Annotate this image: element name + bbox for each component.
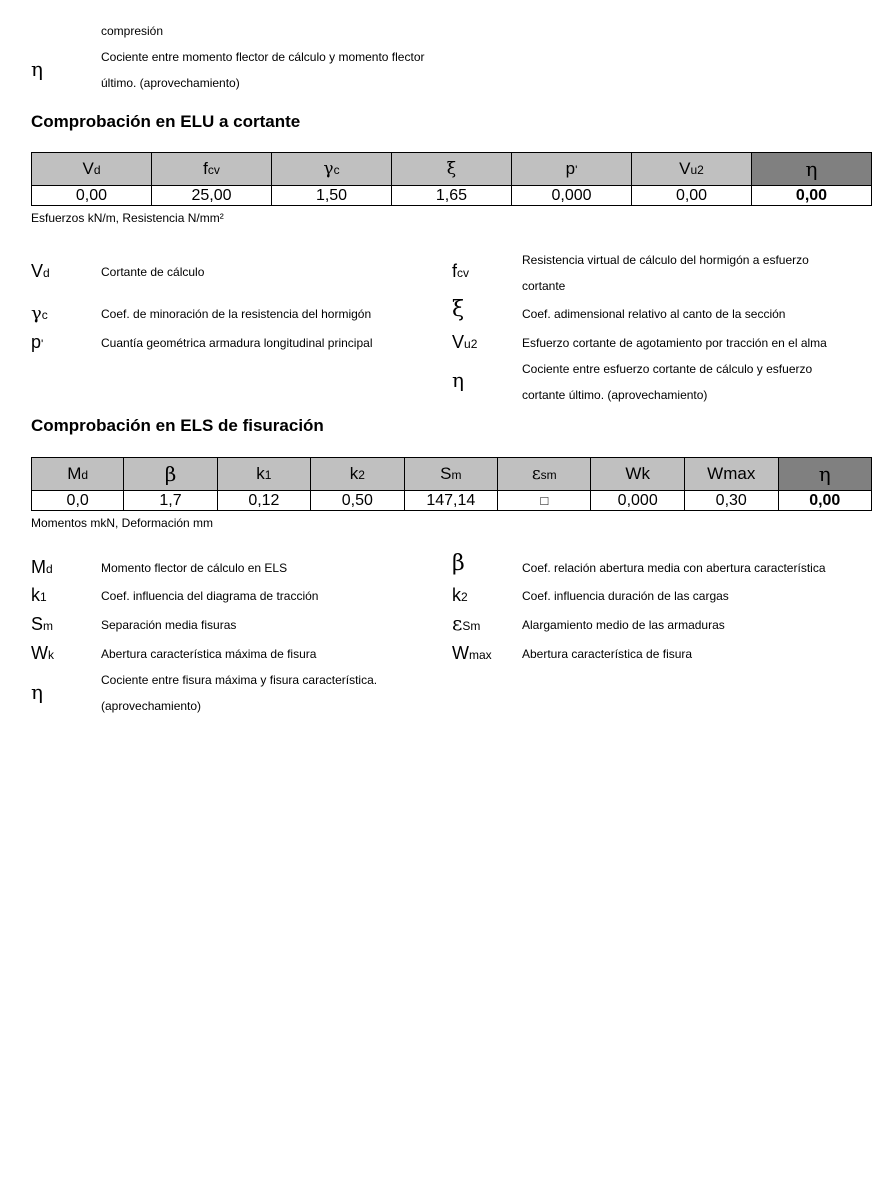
elu-legend-p-symbol: p'	[31, 332, 44, 352]
els-legend-wk-desc: Abertura característica máxima de fisura	[101, 647, 317, 661]
els-title: Comprobación en ELS de fisuración	[31, 416, 324, 435]
els-header-wmax: Wmax	[684, 458, 778, 491]
elu-header-row	[32, 153, 872, 186]
els-table	[31, 457, 872, 511]
elu-legend-vu2-desc: Esfuerzo cortante de agotamiento por tracción en el alma	[522, 336, 827, 350]
els-header-md: Md	[32, 458, 124, 491]
elu-legend-vu2-symbol: Vu2	[452, 332, 478, 352]
els-value-esm: □	[498, 491, 591, 511]
elu-legend-fcv-desc-1: Resistencia virtual de cálculo del hormigón a esfuerzo	[522, 253, 809, 267]
els-value-wmax: 0,30	[684, 491, 778, 511]
elu-legend-eta-desc-1: Cociente entre esfuerzo cortante de cálculo y esfuerzo	[522, 362, 813, 376]
elu-legend-xi-desc: Coef. adimensional relativo al canto de la sección	[522, 307, 786, 321]
elu-value-p: 0,000	[511, 186, 631, 206]
els-value-beta: 1,7	[124, 491, 217, 511]
els-legend-k1-symbol: k1	[31, 585, 47, 605]
prev-eta-desc-2: último. (aprovechamiento)	[101, 76, 240, 90]
els-value-wk: 0,000	[591, 491, 685, 511]
els-legend-eta-symbol: η	[31, 680, 43, 704]
elu-legend-eta-desc-2: cortante último. (aprovechamiento)	[522, 388, 708, 402]
els-header-row	[32, 458, 872, 491]
elu-header-vu2: Vu2	[632, 153, 752, 186]
elu-value-xi: 1,65	[392, 186, 512, 206]
elu-value-vd: 0,00	[32, 186, 152, 206]
prev-line-compresion: compresión	[101, 24, 164, 38]
els-legend-eta-desc-1: Cociente entre fisura máxima y fisura característica.	[101, 673, 378, 687]
els-value-eta: 0,00	[778, 491, 871, 511]
elu-table	[31, 152, 872, 206]
els-legend-wmax-symbol: Wmax	[452, 643, 492, 663]
els-legend-esm-symbol: εSm	[452, 611, 481, 635]
els-value-k1: 0,12	[217, 491, 310, 511]
prev-eta-desc-1: Cociente entre momento flector de cálculo y momento flector	[101, 50, 425, 64]
els-header-esm: εsm	[498, 458, 591, 491]
els-value-sm: 147,14	[404, 491, 498, 511]
els-legend-beta-desc: Coef. relación abertura media con abertura característica	[522, 561, 826, 575]
elu-value-vu2: 0,00	[632, 186, 752, 206]
elu-value-gamma-c: 1,50	[272, 186, 392, 206]
els-legend-k2-symbol: k2	[452, 585, 468, 605]
els-value-k2: 0,50	[311, 491, 404, 511]
elu-legend-fcv-desc-2: cortante	[522, 279, 566, 293]
elu-header-xi: ξ	[392, 153, 512, 186]
elu-header-gamma-c: γc	[272, 153, 392, 186]
elu-legend-xi-symbol: ξ	[452, 297, 465, 322]
els-legend-wk-symbol: Wk	[31, 643, 54, 663]
els-legend-wmax-desc: Abertura característica de fisura	[522, 647, 693, 661]
els-units-note: Momentos mkN, Deformación mm	[31, 516, 214, 530]
elu-value-fcv: 25,00	[151, 186, 271, 206]
elu-legend-p-desc: Cuantía geométrica armadura longitudinal principal	[101, 336, 373, 350]
els-legend-beta-symbol: β	[452, 551, 465, 576]
elu-header-vd: Vd	[32, 153, 152, 186]
elu-legend-vd-symbol: Vd	[31, 261, 50, 281]
elu-header-p: p'	[511, 153, 631, 186]
elu-units-note: Esfuerzos kN/m, Resistencia N/mm²	[31, 211, 224, 225]
els-legend-esm-desc: Alargamiento medio de las armaduras	[522, 618, 725, 632]
els-values-row	[32, 491, 872, 511]
prev-eta-symbol: η	[31, 57, 43, 81]
elu-title: Comprobación en ELU a cortante	[31, 112, 301, 131]
els-legend-eta-desc-2: (aprovechamiento)	[101, 699, 202, 713]
els-legend-sm-symbol: Sm	[31, 614, 54, 634]
elu-values-row	[32, 186, 872, 206]
els-header-wk: Wk	[591, 458, 685, 491]
els-legend-k2-desc: Coef. influencia duración de las cargas	[522, 589, 729, 603]
els-value-md: 0,0	[32, 491, 124, 511]
els-header-k2: k2	[311, 458, 404, 491]
els-header-beta: β	[124, 458, 217, 491]
elu-value-eta: 0,00	[752, 186, 872, 206]
elu-legend-eta-symbol: η	[452, 368, 464, 392]
elu-legend-fcv-symbol: fcv	[452, 261, 470, 281]
elu-legend-gamma-c-desc: Coef. de minoración de la resistencia del hormigón	[101, 307, 372, 321]
els-header-k1: k1	[217, 458, 310, 491]
els-header-eta: η	[778, 458, 871, 491]
elu-header-fcv: fcv	[151, 153, 271, 186]
els-legend-sm-desc: Separación media fisuras	[101, 618, 237, 632]
els-legend-k1-desc: Coef. influencia del diagrama de tracción	[101, 589, 319, 603]
elu-legend-gamma-c-symbol: γc	[31, 303, 48, 324]
els-header-sm: Sm	[404, 458, 498, 491]
els-legend-md-desc: Momento flector de cálculo en ELS	[101, 561, 288, 575]
elu-header-eta: η	[752, 153, 872, 186]
els-legend-md-symbol: Md	[31, 557, 53, 577]
elu-legend-vd-desc: Cortante de cálculo	[101, 265, 205, 279]
